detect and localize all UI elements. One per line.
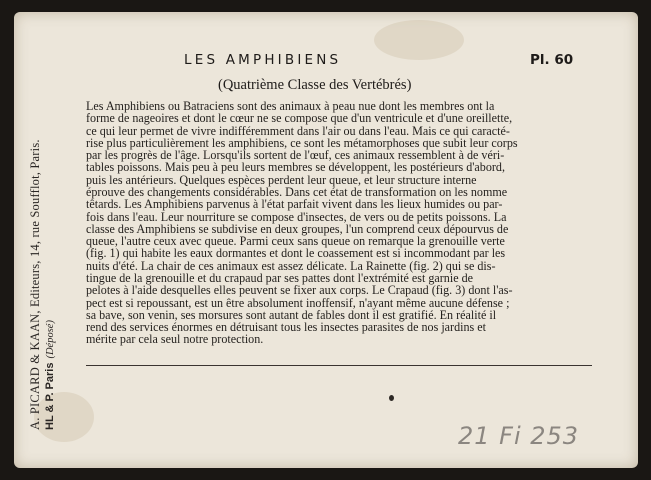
card-subtitle: (Quatrième Classe des Vertébrés) — [218, 77, 412, 93]
body-line: mérite par cela seul notre protection. — [86, 332, 264, 347]
body-line: rend des services énormes en détruisant tous les insectes parasites de nos jardins et — [86, 320, 486, 335]
body-line: par les progrès de l'âge. Lorsqu'ils sortent de l'œuf, ces animaux ressemblent à de véri- — [86, 148, 505, 163]
body-line: Les Amphibiens ou Batraciens sont des animaux à peau nue dont les membres ont la — [86, 99, 495, 113]
body-line: rise plus particulièrement les amphibiens, ce sont les métamorphoses que subit leur corps — [86, 135, 518, 150]
body-line: pelotes à l'aide desquelles elles peuvent se fixer aux corps. Le Crapaud (fig. 3) dont l'as- — [86, 283, 513, 298]
deposit-line — [44, 139, 56, 430]
card-title: LES AMPHIBIENS — [184, 52, 342, 68]
body-line: sa bave, son venin, ses morsures sont autant de fables dont il est gratifié. En réalité il — [86, 307, 497, 322]
paper-stain — [374, 20, 464, 60]
body-line: (fig. 1) qui habite les eaux dormantes et dont le coassement est si incommodant par les — [86, 246, 506, 261]
body-line: queue, l'autre ceux avec queue. Parmi ceux sans queue on remarque la grenouille verte — [86, 234, 505, 249]
archive-number: 21 Fi 253 — [458, 422, 580, 450]
body-line: fois dans l'eau. Leur nourriture se compose d'insectes, de vers ou de petits poissons. La — [86, 209, 507, 224]
body-line: tingue de la grenouille et du crapaud par ses pattes dont l'extrémité est garnie de — [86, 270, 474, 285]
body-paragraph — [86, 100, 592, 346]
body-line: éprouve des changements considérables. Dans cet état de transformation on les nomme — [86, 184, 508, 199]
deposit-mark: HL & P. Paris — [44, 362, 56, 430]
body-line: ce qui leur permet de vivre indifféremment dans l'air ou dans l'eau. Mais ce qui caracté- — [86, 123, 510, 138]
deposit-note: (Déposé) — [45, 320, 56, 359]
body-line: puis les antérieurs. Quelques espèces perdent leur queue, et leur structure interne — [86, 172, 477, 187]
body-line: classe des Amphibiens se subdivise en deux groupes, l'un comprend ceux dépourvus de — [86, 221, 509, 236]
divider-rule — [86, 365, 592, 366]
body-line: têtards. Les Amphibiens parvenus à l'état parfait vivent dans les lieux humides ou par- — [86, 197, 503, 212]
plate-number: Pl. 60 — [530, 52, 574, 68]
body-line: pect est si repoussant, est un être absolument inoffensif, n'ayant même aucune défense ; — [86, 295, 510, 310]
body-line: forme de nageoires et dont le cœur ne se compose que d'un ventricule et d'une oreillette, — [86, 111, 513, 126]
ink-dot — [389, 395, 394, 401]
body-line: tables poissons. Mais peu à peu leurs membres se développent, les postérieurs d'abord, — [86, 160, 505, 175]
body-line: nuits d'été. La chair de ces animaux est assez délicate. La Rainette (fig. 2) qui se dis- — [86, 258, 496, 273]
publisher-imprint — [28, 139, 56, 430]
publisher-line: A. PICARD & KAAN, Editeurs, 14, rue Soufflot, Paris. — [28, 139, 42, 430]
